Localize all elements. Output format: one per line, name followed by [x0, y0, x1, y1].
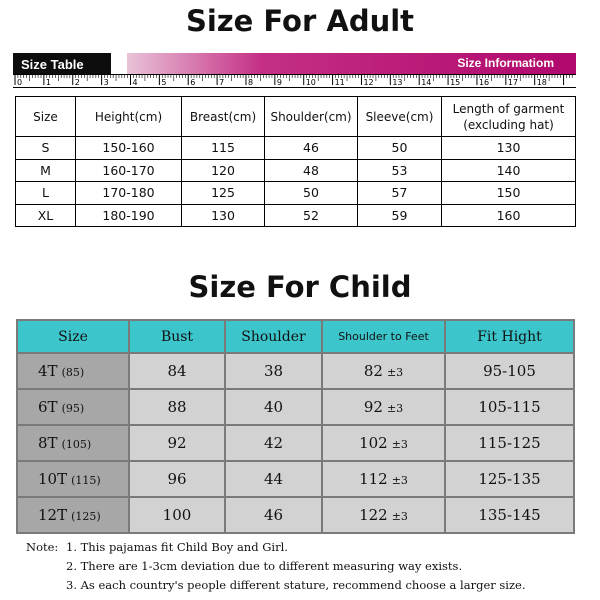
- tolerance: ±3: [386, 366, 404, 379]
- size-height-code: (95): [61, 402, 85, 415]
- ruler-number: 13: [392, 78, 403, 87]
- size-height-code: (115): [71, 474, 101, 487]
- cell-shoulder-to-feet: [322, 497, 445, 533]
- cell-height: 150-160: [76, 137, 182, 160]
- ruler-number: 12: [363, 78, 374, 87]
- table-row: [16, 137, 576, 160]
- feet-value: 122: [359, 506, 388, 524]
- cell-fit-height: 135-145: [445, 497, 574, 533]
- cell-fit-height: 115-125: [445, 425, 574, 461]
- cell-fit-height: 95-105: [445, 353, 574, 389]
- col-header-breast: Breast(cm): [182, 97, 265, 137]
- col-header-shoulder-to-feet: Shoulder to Feet: [322, 320, 445, 353]
- cell-breast: 115: [182, 137, 265, 160]
- ruler-number: 0: [17, 78, 23, 87]
- cell-breast: 125: [182, 182, 265, 205]
- cell-size: [17, 461, 129, 497]
- col-header-shoulder: Shoulder: [225, 320, 322, 353]
- cell-bust: 88: [129, 389, 225, 425]
- size-code: 6T: [38, 398, 58, 416]
- col-header-size: Size: [17, 320, 129, 353]
- col-header-shoulder: Shoulder(cm): [265, 97, 358, 137]
- length-header-line2: (excluding hat): [463, 117, 554, 132]
- table-row: [17, 461, 574, 497]
- ruler-number: 17: [507, 78, 519, 87]
- cell-length: 140: [442, 159, 576, 182]
- size-code: 4T: [38, 362, 58, 380]
- size-table-label: Size Table: [13, 53, 111, 74]
- cell-height: 170-180: [76, 182, 182, 205]
- child-size-title: Size For Child: [188, 270, 412, 304]
- cell-size: [17, 353, 129, 389]
- cell-sleeve: 59: [358, 204, 442, 227]
- note-label: Note:: [26, 540, 59, 554]
- cell-breast: 130: [182, 204, 265, 227]
- cell-sleeve: 50: [358, 137, 442, 160]
- cell-shoulder: 46: [265, 137, 358, 160]
- cell-bust: 100: [129, 497, 225, 533]
- ruler-number: 5: [161, 78, 167, 87]
- ruler-scale: [13, 74, 576, 88]
- ruler-number: 9: [276, 78, 282, 87]
- adult-size-table: [15, 96, 576, 227]
- cell-height: 160-170: [76, 159, 182, 182]
- ruler-number: 7: [219, 78, 225, 87]
- cell-breast: 120: [182, 159, 265, 182]
- size-code: 10T: [38, 470, 68, 488]
- tolerance: ±3: [386, 402, 404, 415]
- table-row: [17, 353, 574, 389]
- cell-size: L: [16, 182, 76, 205]
- ruler-number: 8: [247, 78, 254, 87]
- cell-shoulder-to-feet: [322, 461, 445, 497]
- table-row: [16, 182, 576, 205]
- cell-shoulder-to-feet: [322, 353, 445, 389]
- feet-value: 112: [359, 470, 388, 488]
- ruler-number: 15: [450, 78, 461, 87]
- size-code: 12T: [38, 506, 68, 524]
- size-ruler-banner: [13, 53, 576, 89]
- cell-bust: 96: [129, 461, 225, 497]
- ruler-gap: [111, 53, 127, 74]
- cell-fit-height: 125-135: [445, 461, 574, 497]
- cell-shoulder: 38: [225, 353, 322, 389]
- cell-shoulder: 46: [225, 497, 322, 533]
- cell-length: 150: [442, 182, 576, 205]
- cell-size: S: [16, 137, 76, 160]
- ruler-number: 10: [305, 78, 316, 87]
- cell-height: 180-190: [76, 204, 182, 227]
- col-header-fit-height: Fit Hight: [445, 320, 574, 353]
- tolerance: ±3: [391, 438, 408, 451]
- cell-length: 160: [442, 204, 576, 227]
- size-height-code: (105): [61, 438, 92, 451]
- length-header-line1: Length of garment: [452, 101, 565, 116]
- table-row: [17, 425, 574, 461]
- table-header-row: [16, 97, 576, 137]
- col-header-size: Size: [16, 97, 76, 137]
- adult-size-title: Size For Adult: [185, 4, 415, 38]
- note-text: 1. This pajamas fit Child Boy and Girl.: [66, 540, 288, 554]
- ruler-ticks: [13, 75, 576, 88]
- size-information-label: Size Informatiom: [127, 53, 576, 74]
- notes-section: [26, 540, 586, 597]
- cell-size: [17, 497, 129, 533]
- cell-size: XL: [16, 204, 76, 227]
- note-line: [26, 540, 586, 559]
- cell-shoulder: 48: [265, 159, 358, 182]
- note-text: 3. As each country's people different stature, recommend choose a larger size.: [66, 578, 526, 592]
- cell-size: [17, 389, 129, 425]
- cell-shoulder: 40: [225, 389, 322, 425]
- col-header-length: [442, 97, 576, 137]
- ruler-number: 2: [74, 78, 80, 87]
- ruler-number: 16: [478, 78, 490, 87]
- cell-shoulder: 50: [265, 182, 358, 205]
- col-header-bust: Bust: [129, 320, 225, 353]
- cell-sleeve: 57: [358, 182, 442, 205]
- ruler-number: 3: [103, 78, 109, 87]
- note-text: 2. There are 1-3cm deviation due to different measuring way exists.: [66, 559, 463, 573]
- col-header-height: Height(cm): [76, 97, 182, 137]
- cell-bust: 84: [129, 353, 225, 389]
- cell-shoulder-to-feet: [322, 425, 445, 461]
- cell-size: M: [16, 159, 76, 182]
- feet-value: 102: [359, 434, 388, 452]
- table-row: [17, 389, 574, 425]
- cell-length: 130: [442, 137, 576, 160]
- cell-sleeve: 53: [358, 159, 442, 182]
- size-height-code: (125): [71, 510, 101, 523]
- table-row: [16, 204, 576, 227]
- note-line: [26, 559, 586, 578]
- cell-shoulder-to-feet: [322, 389, 445, 425]
- size-code: 8T: [38, 434, 58, 452]
- cell-shoulder: 42: [225, 425, 322, 461]
- cell-shoulder: 52: [265, 204, 358, 227]
- cell-bust: 92: [129, 425, 225, 461]
- col-header-sleeve: Sleeve(cm): [358, 97, 442, 137]
- ruler-number: 14: [421, 78, 432, 87]
- table-row: [16, 159, 576, 182]
- ruler-number: 11: [334, 78, 345, 87]
- ruler-number: 1: [45, 78, 51, 87]
- note-line: [26, 578, 586, 597]
- size-height-code: (85): [61, 366, 85, 379]
- cell-fit-height: 105-115: [445, 389, 574, 425]
- ruler-number: 6: [190, 78, 196, 87]
- cell-shoulder: 44: [225, 461, 322, 497]
- feet-value: 92: [363, 398, 383, 416]
- child-size-table: [16, 319, 575, 534]
- ruler-number: 18: [536, 78, 547, 87]
- ruler-number: 4: [132, 78, 138, 87]
- table-header-row: [17, 320, 574, 353]
- table-row: [17, 497, 574, 533]
- tolerance: ±3: [391, 510, 408, 523]
- cell-size: [17, 425, 129, 461]
- tolerance: ±3: [391, 474, 408, 487]
- feet-value: 82: [363, 362, 383, 380]
